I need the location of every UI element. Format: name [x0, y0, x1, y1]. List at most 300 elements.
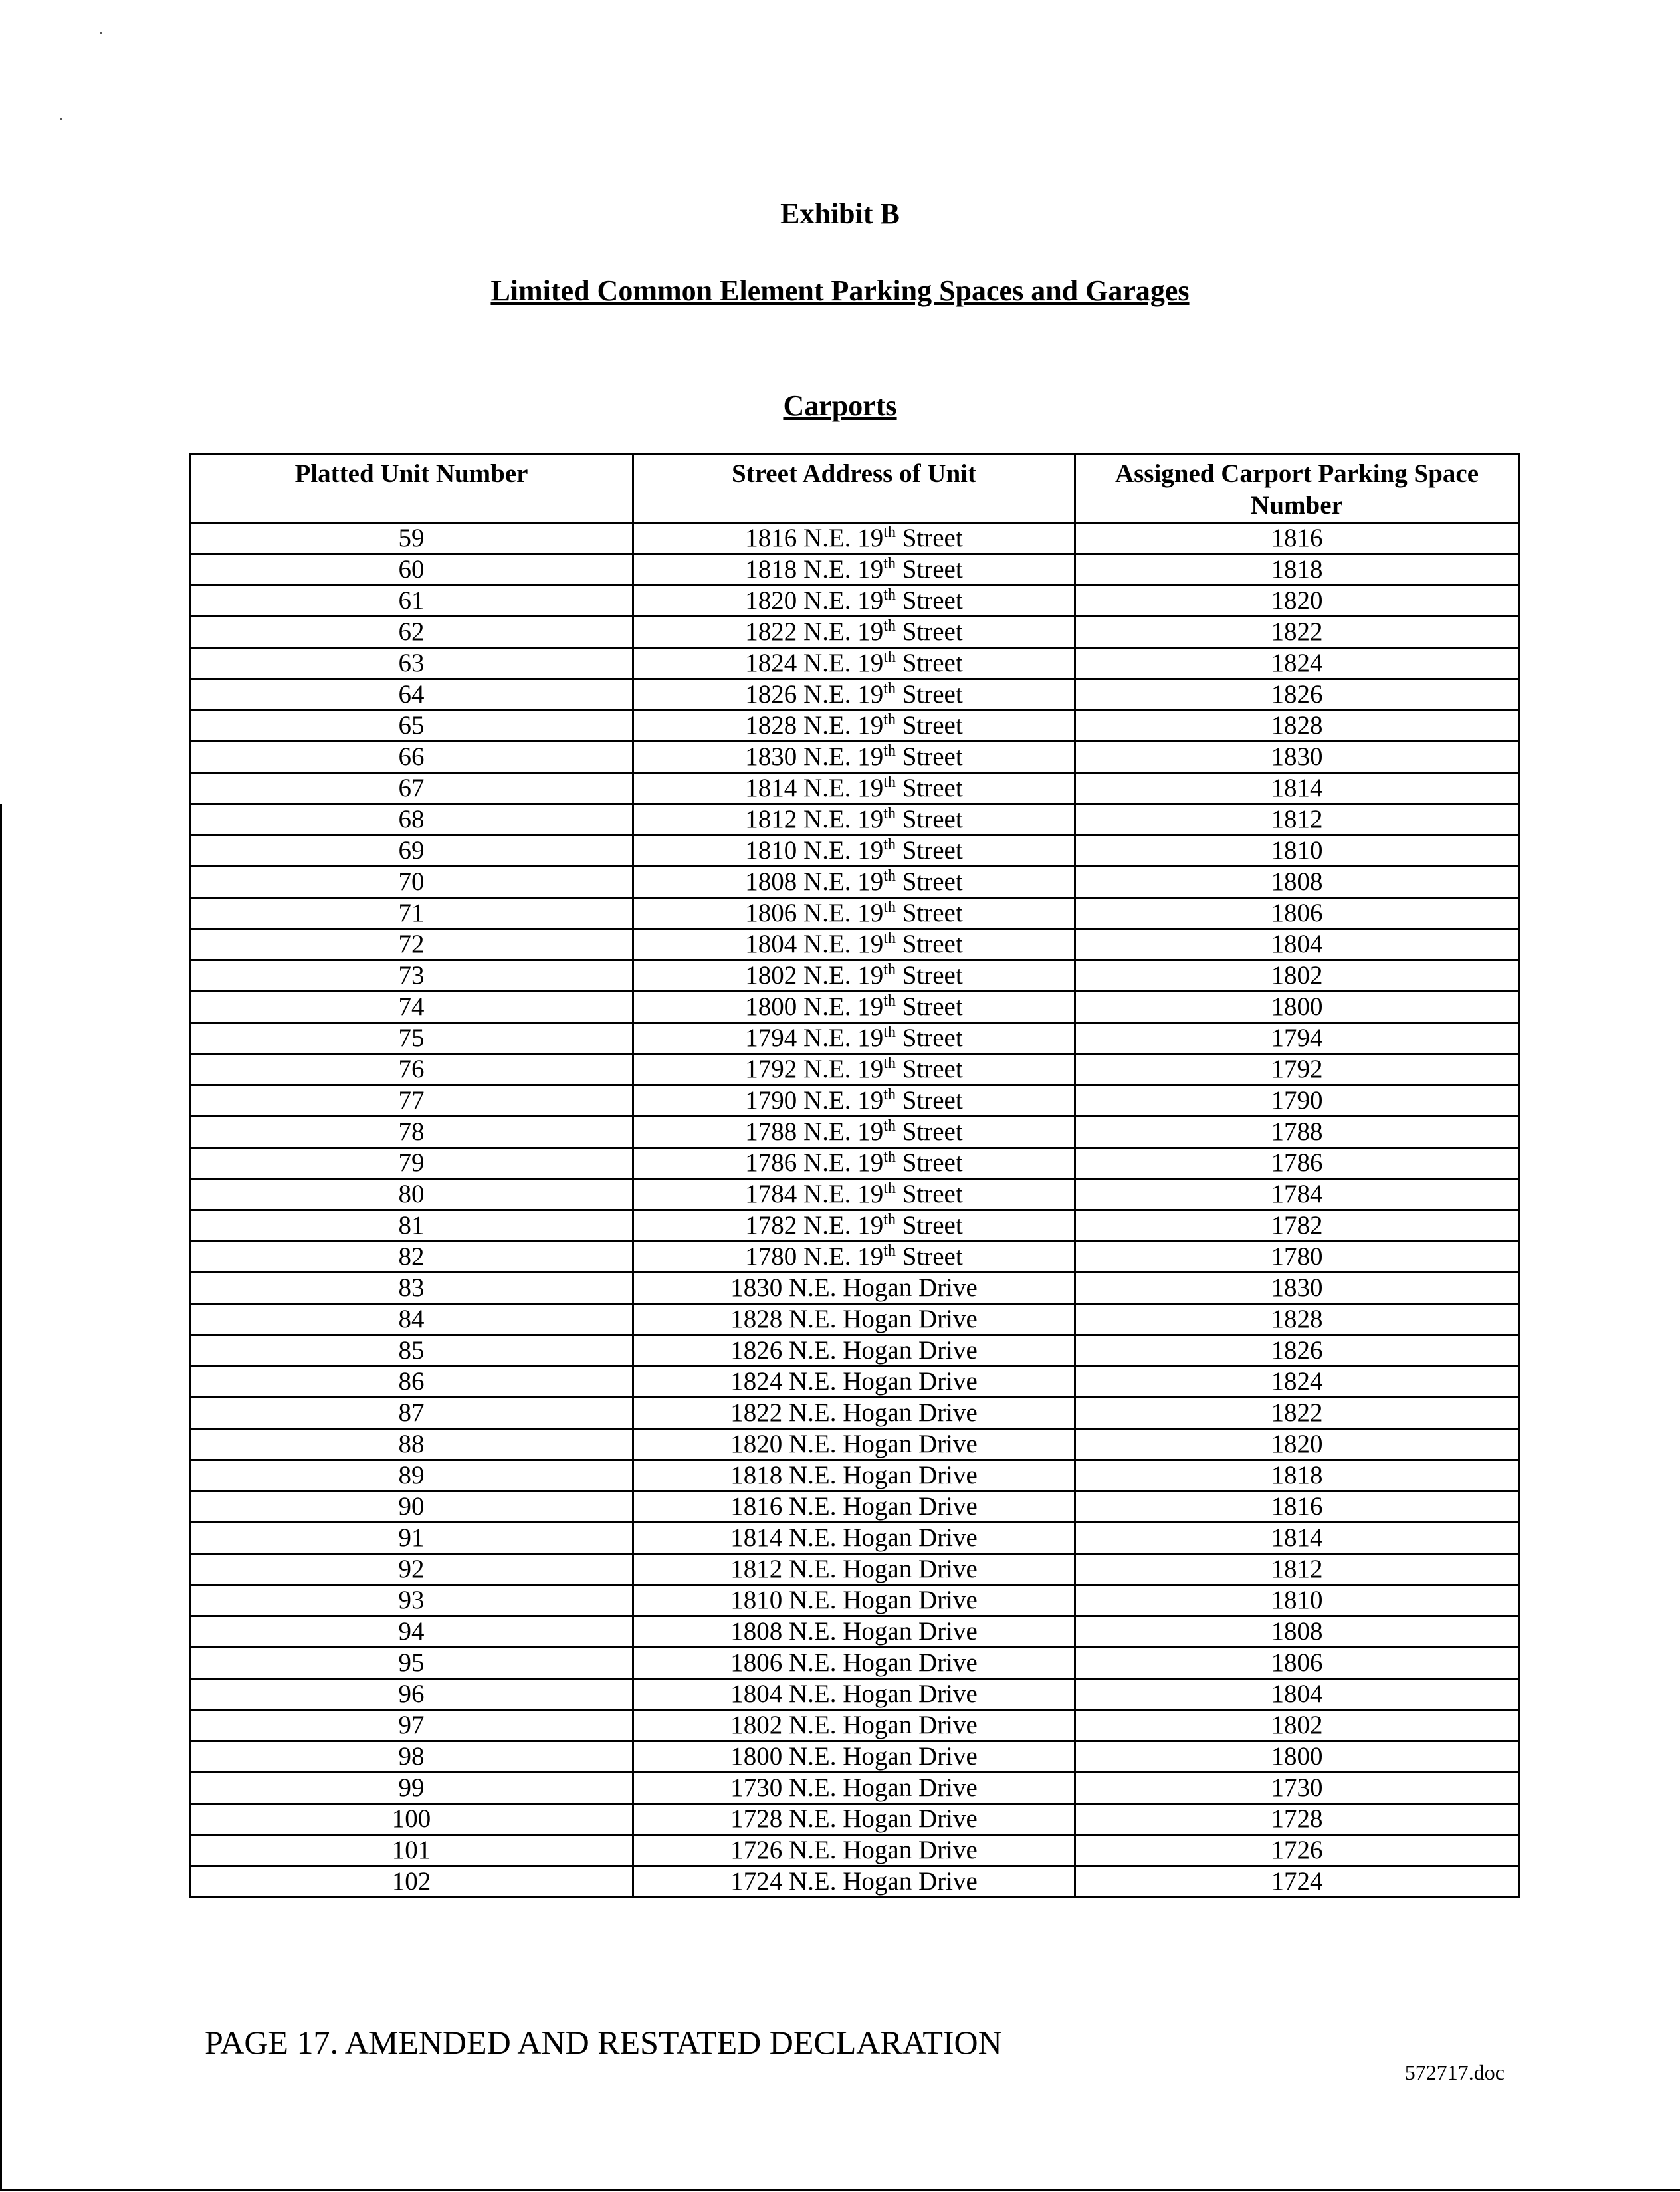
address-number: 1794	[745, 1024, 797, 1052]
cell-platted-unit: 84	[190, 1304, 633, 1335]
address-street: N.E. 19	[803, 930, 884, 958]
cell-street-address	[633, 992, 1075, 1023]
table-row	[190, 1773, 1519, 1804]
address-street: N.E. Hogan	[788, 1336, 912, 1365]
cell-assigned-space: 1806	[1075, 1648, 1519, 1679]
cell-assigned-space: 1802	[1075, 1710, 1519, 1741]
cell-street-address	[633, 679, 1075, 711]
address-ordinal-suffix: th	[883, 1149, 896, 1166]
cell-street-address	[633, 1085, 1075, 1117]
cell-street-address	[633, 1804, 1075, 1835]
address-ordinal-suffix: th	[883, 867, 896, 885]
address-street: N.E. Hogan	[788, 1773, 912, 1802]
cell-platted-unit: 73	[190, 960, 633, 992]
address-number: 1800	[730, 1742, 783, 1771]
table-row	[190, 1648, 1519, 1679]
cell-assigned-space: 1820	[1075, 586, 1519, 617]
cell-assigned-space: 1800	[1075, 992, 1519, 1023]
address-ordinal-suffix: th	[883, 961, 896, 978]
cell-assigned-space: 1802	[1075, 960, 1519, 992]
address-number: 1822	[745, 617, 797, 646]
address-street: N.E. Hogan	[788, 1805, 912, 1833]
cell-street-address	[633, 1835, 1075, 1866]
address-road-type: Street	[902, 867, 963, 896]
address-street: N.E. 19	[803, 555, 884, 584]
cell-assigned-space: 1800	[1075, 1741, 1519, 1773]
cell-platted-unit: 97	[190, 1710, 633, 1741]
section-title: Limited Common Element Parking Spaces and Garages	[490, 274, 1190, 307]
address-road-type: Street	[902, 680, 963, 709]
cell-assigned-space: 1814	[1075, 1523, 1519, 1554]
cell-assigned-space: 1826	[1075, 679, 1519, 711]
table-row	[190, 1085, 1519, 1117]
address-street: N.E. 19	[803, 617, 884, 646]
address-number: 1724	[730, 1867, 783, 1896]
cell-street-address	[633, 960, 1075, 992]
table-row	[190, 1367, 1519, 1398]
table-row	[190, 711, 1519, 742]
address-number: 1726	[730, 1836, 783, 1864]
address-road-type: Street	[902, 555, 963, 584]
address-ordinal-suffix: th	[883, 1180, 896, 1197]
address-street: N.E. Hogan	[788, 1367, 912, 1396]
address-number: 1830	[730, 1273, 783, 1302]
address-number: 1784	[745, 1180, 797, 1208]
cell-assigned-space: 1818	[1075, 554, 1519, 586]
cell-assigned-space: 1784	[1075, 1179, 1519, 1210]
address-ordinal-suffix: th	[883, 555, 896, 572]
address-road-type: Street	[902, 805, 963, 833]
table-row	[190, 1304, 1519, 1335]
table-row	[190, 929, 1519, 960]
table-row	[190, 1741, 1519, 1773]
address-number: 1804	[730, 1680, 783, 1708]
cell-platted-unit: 98	[190, 1741, 633, 1773]
cell-platted-unit: 86	[190, 1367, 633, 1398]
address-street: N.E. Hogan	[788, 1617, 912, 1646]
address-street: N.E. 19	[803, 649, 884, 677]
address-number: 1814	[730, 1523, 783, 1552]
address-number: 1812	[745, 805, 797, 833]
scan-edge-bottom	[0, 2189, 1680, 2191]
cell-assigned-space: 1780	[1075, 1242, 1519, 1273]
address-road-type: Street	[902, 992, 963, 1021]
address-street: N.E. Hogan	[788, 1305, 912, 1333]
address-road-type: Drive	[918, 1680, 978, 1708]
cell-street-address	[633, 1117, 1075, 1148]
table-row	[190, 1835, 1519, 1866]
carports-table	[189, 453, 1520, 1898]
address-road-type: Street	[902, 1180, 963, 1208]
cell-assigned-space: 1804	[1075, 929, 1519, 960]
address-street: N.E. Hogan	[788, 1836, 912, 1864]
table-row	[190, 960, 1519, 992]
address-street: N.E. 19	[803, 867, 884, 896]
cell-platted-unit: 94	[190, 1616, 633, 1648]
cell-street-address	[633, 1367, 1075, 1398]
address-road-type: Street	[902, 742, 963, 771]
cell-platted-unit: 70	[190, 867, 633, 898]
address-road-type: Drive	[918, 1711, 978, 1739]
table-row	[190, 1398, 1519, 1429]
cell-assigned-space: 1814	[1075, 773, 1519, 804]
address-road-type: Street	[902, 1024, 963, 1052]
table-header-row	[190, 455, 1519, 523]
table-title: Carports	[783, 389, 897, 422]
table-row	[190, 554, 1519, 586]
address-number: 1802	[730, 1711, 783, 1739]
scan-speck	[100, 32, 102, 34]
cell-street-address	[633, 1741, 1075, 1773]
cell-platted-unit: 72	[190, 929, 633, 960]
address-street: N.E. 19	[803, 586, 884, 615]
cell-platted-unit: 81	[190, 1210, 633, 1242]
table-row	[190, 1429, 1519, 1460]
address-number: 1822	[730, 1398, 783, 1427]
cell-assigned-space: 1816	[1075, 523, 1519, 554]
address-ordinal-suffix: th	[883, 742, 896, 760]
scan-speck	[60, 118, 62, 120]
address-road-type: Drive	[918, 1523, 978, 1552]
cell-assigned-space: 1806	[1075, 898, 1519, 929]
cell-assigned-space: 1826	[1075, 1335, 1519, 1367]
address-street: N.E. Hogan	[788, 1648, 912, 1677]
cell-street-address	[633, 648, 1075, 679]
address-road-type: Street	[902, 899, 963, 927]
table-row	[190, 648, 1519, 679]
address-number: 1804	[745, 930, 797, 958]
address-road-type: Drive	[918, 1461, 978, 1489]
table-row	[190, 1491, 1519, 1523]
cell-street-address	[633, 742, 1075, 773]
cell-street-address	[633, 1773, 1075, 1804]
table-row	[190, 1679, 1519, 1710]
cell-platted-unit: 68	[190, 804, 633, 835]
carports-table-container	[189, 453, 1518, 1898]
cell-platted-unit: 90	[190, 1491, 633, 1523]
cell-assigned-space: 1816	[1075, 1491, 1519, 1523]
address-ordinal-suffix: th	[883, 774, 896, 791]
cell-street-address	[633, 1398, 1075, 1429]
address-ordinal-suffix: th	[883, 1086, 896, 1103]
table-row	[190, 835, 1519, 867]
address-road-type: Drive	[918, 1617, 978, 1646]
cell-street-address	[633, 586, 1075, 617]
cell-assigned-space: 1824	[1075, 648, 1519, 679]
address-street: N.E. 19	[803, 1024, 884, 1052]
address-street: N.E. 19	[803, 992, 884, 1021]
cell-platted-unit: 89	[190, 1460, 633, 1491]
address-street: N.E. 19	[803, 899, 884, 927]
address-street: N.E. 19	[803, 1086, 884, 1115]
address-road-type: Street	[902, 1086, 963, 1115]
cell-platted-unit: 102	[190, 1866, 633, 1898]
table-row	[190, 1117, 1519, 1148]
table-row	[190, 523, 1519, 554]
cell-street-address	[633, 1148, 1075, 1179]
column-header-assigned-space: Assigned Carport Parking Space Number	[1075, 455, 1519, 523]
address-road-type: Drive	[918, 1867, 978, 1896]
address-ordinal-suffix: th	[883, 1024, 896, 1041]
address-number: 1830	[745, 742, 797, 771]
cell-assigned-space: 1724	[1075, 1866, 1519, 1898]
cell-assigned-space: 1726	[1075, 1835, 1519, 1866]
address-street: N.E. Hogan	[788, 1273, 912, 1302]
address-road-type: Street	[902, 836, 963, 865]
table-row	[190, 586, 1519, 617]
table-body	[190, 523, 1519, 1898]
cell-platted-unit: 93	[190, 1585, 633, 1616]
address-street: N.E. 19	[803, 1117, 884, 1146]
address-road-type: Drive	[918, 1305, 978, 1333]
address-number: 1828	[745, 711, 797, 740]
address-road-type: Drive	[918, 1367, 978, 1396]
cell-platted-unit: 64	[190, 679, 633, 711]
cell-assigned-space: 1820	[1075, 1429, 1519, 1460]
address-number: 1728	[730, 1805, 783, 1833]
table-row	[190, 1804, 1519, 1835]
cell-assigned-space: 1788	[1075, 1117, 1519, 1148]
table-row	[190, 1023, 1519, 1054]
address-road-type: Street	[902, 1149, 963, 1177]
cell-platted-unit: 99	[190, 1773, 633, 1804]
table-row	[190, 1179, 1519, 1210]
cell-assigned-space: 1822	[1075, 1398, 1519, 1429]
address-number: 1808	[745, 867, 797, 896]
table-row	[190, 617, 1519, 648]
address-number: 1824	[745, 649, 797, 677]
address-ordinal-suffix: th	[883, 836, 896, 853]
address-road-type: Street	[902, 1055, 963, 1083]
address-road-type: Drive	[918, 1398, 978, 1427]
table-row	[190, 1710, 1519, 1741]
cell-platted-unit: 60	[190, 554, 633, 586]
address-road-type: Street	[902, 524, 963, 552]
address-number: 1814	[745, 774, 797, 802]
table-row	[190, 1242, 1519, 1273]
address-road-type: Street	[902, 617, 963, 646]
cell-platted-unit: 88	[190, 1429, 633, 1460]
scan-edge-left	[0, 804, 2, 2191]
cell-street-address	[633, 711, 1075, 742]
cell-assigned-space: 1728	[1075, 1804, 1519, 1835]
table-row	[190, 679, 1519, 711]
cell-assigned-space: 1808	[1075, 867, 1519, 898]
address-street: N.E. Hogan	[788, 1523, 912, 1552]
cell-assigned-space: 1794	[1075, 1023, 1519, 1054]
table-row	[190, 992, 1519, 1023]
address-number: 1816	[745, 524, 797, 552]
address-ordinal-suffix: th	[883, 899, 896, 916]
cell-platted-unit: 65	[190, 711, 633, 742]
address-number: 1800	[745, 992, 797, 1021]
address-number: 1820	[745, 586, 797, 615]
address-street: N.E. 19	[803, 711, 884, 740]
table-row	[190, 1148, 1519, 1179]
cell-assigned-space: 1828	[1075, 1304, 1519, 1335]
address-street: N.E. 19	[803, 961, 884, 990]
cell-street-address	[633, 1273, 1075, 1304]
address-road-type: Street	[902, 711, 963, 740]
cell-street-address	[633, 1210, 1075, 1242]
address-road-type: Street	[902, 774, 963, 802]
table-row	[190, 1460, 1519, 1491]
address-number: 1790	[745, 1086, 797, 1115]
cell-street-address	[633, 1523, 1075, 1554]
cell-street-address	[633, 1023, 1075, 1054]
address-number: 1824	[730, 1367, 783, 1396]
table-row	[190, 1335, 1519, 1367]
cell-platted-unit: 100	[190, 1804, 633, 1835]
cell-platted-unit: 67	[190, 773, 633, 804]
address-number: 1820	[730, 1430, 783, 1458]
address-number: 1826	[730, 1336, 783, 1365]
cell-street-address	[633, 898, 1075, 929]
cell-street-address	[633, 1179, 1075, 1210]
column-header-street-address: Street Address of Unit	[633, 455, 1075, 523]
cell-platted-unit: 80	[190, 1179, 633, 1210]
address-road-type: Drive	[918, 1648, 978, 1677]
cell-platted-unit: 76	[190, 1054, 633, 1085]
table-row	[190, 1054, 1519, 1085]
cell-assigned-space: 1808	[1075, 1616, 1519, 1648]
address-road-type: Drive	[918, 1586, 978, 1614]
cell-assigned-space: 1822	[1075, 617, 1519, 648]
cell-platted-unit: 82	[190, 1242, 633, 1273]
cell-platted-unit: 74	[190, 992, 633, 1023]
address-road-type: Drive	[918, 1430, 978, 1458]
address-number: 1826	[745, 680, 797, 709]
address-street: N.E. 19	[803, 742, 884, 771]
table-row	[190, 1210, 1519, 1242]
cell-street-address	[633, 835, 1075, 867]
cell-platted-unit: 66	[190, 742, 633, 773]
address-street: N.E. 19	[803, 1242, 884, 1271]
table-row	[190, 867, 1519, 898]
address-number: 1816	[730, 1492, 783, 1521]
address-road-type: Drive	[918, 1773, 978, 1802]
cell-platted-unit: 83	[190, 1273, 633, 1304]
address-street: N.E. 19	[803, 805, 884, 833]
address-street: N.E. 19	[803, 774, 884, 802]
table-row	[190, 1616, 1519, 1648]
address-road-type: Drive	[918, 1805, 978, 1833]
address-ordinal-suffix: th	[883, 1211, 896, 1228]
cell-platted-unit: 101	[190, 1835, 633, 1866]
cell-platted-unit: 59	[190, 523, 633, 554]
cell-platted-unit: 69	[190, 835, 633, 867]
address-ordinal-suffix: th	[883, 711, 896, 728]
cell-platted-unit: 85	[190, 1335, 633, 1367]
cell-street-address	[633, 1616, 1075, 1648]
address-ordinal-suffix: th	[883, 992, 896, 1010]
cell-assigned-space: 1818	[1075, 1460, 1519, 1491]
cell-street-address	[633, 1335, 1075, 1367]
address-road-type: Street	[902, 930, 963, 958]
cell-street-address	[633, 1679, 1075, 1710]
table-row	[190, 1585, 1519, 1616]
cell-platted-unit: 79	[190, 1148, 633, 1179]
address-street: N.E. 19	[803, 1055, 884, 1083]
table-row	[190, 1554, 1519, 1585]
address-street: N.E. 19	[803, 1211, 884, 1240]
cell-street-address	[633, 1554, 1075, 1585]
cell-platted-unit: 77	[190, 1085, 633, 1117]
address-street: N.E. 19	[803, 680, 884, 709]
address-number: 1782	[745, 1211, 797, 1240]
address-road-type: Drive	[918, 1273, 978, 1302]
cell-platted-unit: 96	[190, 1679, 633, 1710]
cell-street-address	[633, 523, 1075, 554]
address-street: N.E. Hogan	[788, 1430, 912, 1458]
address-street: N.E. Hogan	[788, 1867, 912, 1896]
cell-assigned-space: 1810	[1075, 835, 1519, 867]
address-ordinal-suffix: th	[883, 1117, 896, 1135]
address-number: 1780	[745, 1242, 797, 1271]
address-road-type: Drive	[918, 1836, 978, 1864]
address-road-type: Street	[902, 961, 963, 990]
address-ordinal-suffix: th	[883, 586, 896, 603]
address-street: N.E. Hogan	[788, 1492, 912, 1521]
cell-street-address	[633, 1429, 1075, 1460]
cell-street-address	[633, 1710, 1075, 1741]
cell-street-address	[633, 1648, 1075, 1679]
cell-platted-unit: 61	[190, 586, 633, 617]
address-road-type: Street	[902, 649, 963, 677]
address-number: 1812	[730, 1555, 783, 1583]
cell-assigned-space: 1790	[1075, 1085, 1519, 1117]
exhibit-title: Exhibit B	[780, 197, 900, 230]
cell-street-address	[633, 929, 1075, 960]
address-road-type: Street	[902, 1211, 963, 1240]
cell-platted-unit: 91	[190, 1523, 633, 1554]
cell-platted-unit: 63	[190, 648, 633, 679]
cell-assigned-space: 1812	[1075, 1554, 1519, 1585]
footer-page-label: PAGE 17. AMENDED AND RESTATED DECLARATION	[205, 2024, 1002, 2061]
cell-assigned-space: 1830	[1075, 742, 1519, 773]
cell-assigned-space: 1786	[1075, 1148, 1519, 1179]
cell-street-address	[633, 1460, 1075, 1491]
address-road-type: Drive	[918, 1492, 978, 1521]
cell-platted-unit: 62	[190, 617, 633, 648]
cell-assigned-space: 1824	[1075, 1367, 1519, 1398]
cell-platted-unit: 87	[190, 1398, 633, 1429]
address-number: 1810	[745, 836, 797, 865]
footer-doc-id: 572717.doc	[1404, 2060, 1505, 2084]
address-street: N.E. 19	[803, 1149, 884, 1177]
address-road-type: Drive	[918, 1555, 978, 1583]
cell-street-address	[633, 1304, 1075, 1335]
address-number: 1818	[745, 555, 797, 584]
table-row	[190, 742, 1519, 773]
address-ordinal-suffix: th	[883, 524, 896, 541]
address-road-type: Street	[902, 586, 963, 615]
table-row	[190, 804, 1519, 835]
cell-assigned-space: 1812	[1075, 804, 1519, 835]
cell-street-address	[633, 1242, 1075, 1273]
cell-street-address	[633, 617, 1075, 648]
address-road-type: Drive	[918, 1336, 978, 1365]
address-street: N.E. Hogan	[788, 1398, 912, 1427]
cell-assigned-space: 1828	[1075, 711, 1519, 742]
address-ordinal-suffix: th	[883, 930, 896, 947]
address-street: N.E. 19	[803, 836, 884, 865]
cell-platted-unit: 71	[190, 898, 633, 929]
cell-street-address	[633, 554, 1075, 586]
cell-assigned-space: 1830	[1075, 1273, 1519, 1304]
address-number: 1792	[745, 1055, 797, 1083]
address-ordinal-suffix: th	[883, 1055, 896, 1072]
